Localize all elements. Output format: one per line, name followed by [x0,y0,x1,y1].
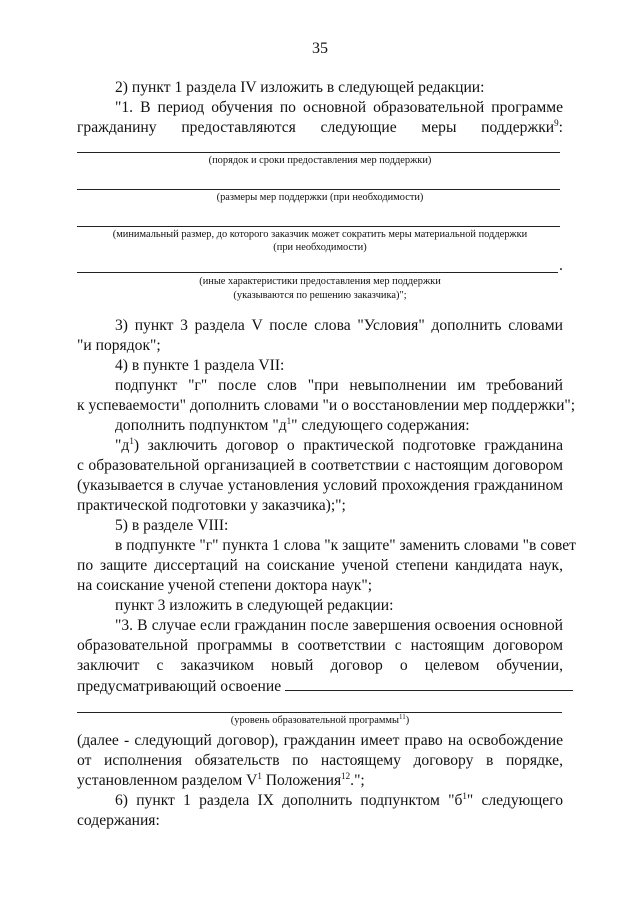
blank-line-min-size [77,226,560,227]
caption-support-size: (размеры мер поддержки (при необходимости) [216,192,424,203]
item4-d-line1: "$д^1$) заключить договор о практической подготовке гражданина [115,436,563,454]
item4-d-line2: с образовательной организацией в соответствии с настоящим договором [77,457,563,474]
caption-support-order: (порядок и сроки предоставления мер поддержки) [208,155,432,166]
item5-p3-line2: образовательной программы в соответствии с настоящим договором [77,637,563,654]
item5-sub1-line1: в подпункте "г" пункта 1 слова "к защите" заменить словами "в совет [115,537,576,554]
blank-line-support-size [77,189,560,190]
item2-para1-line1: "1. В период обучения по основной образовательной программе [115,99,563,116]
item6-line1: 6) пункт 1 раздела IX дополнить подпунктом "$б^1$" следующего [115,791,564,809]
caption-min-size-line2: (при необходимости) [273,242,367,253]
item4-sub2: дополнить подпунктом "$д^1$" следующего содержания: [115,416,470,434]
caption-other-line2: (указываются по решению заказчика)"; [233,290,407,301]
item5-p3-line5: (далее - следующий договор), гражданин имеет право на освобождение [77,732,563,749]
blank-line-other [77,272,558,273]
item3-line2: "и порядок"; [77,337,161,354]
item3-line1: 3) пункт 3 раздела V после слова "Условия" дополнить словами [115,317,563,334]
blank-line-program-level [77,712,562,713]
trailing-period: . [559,257,563,274]
item4-intro: 4) в пункте 1 раздела VII: [115,357,285,374]
superscript-1: 1 [462,791,467,801]
superscript-1: 1 [257,771,262,781]
superscript-1: 1 [129,436,134,446]
item5-p3-line3: заключит с заказчиком новый договор о целевом обучении, [77,657,563,674]
item2-intro: 2) пункт 1 раздела IV изложить в следующей редакции: [115,79,485,96]
blank-line-support-order [77,152,560,153]
caption-other-line1: (иные характеристики предоставления мер поддержки [199,276,441,287]
page-number: 35 [312,40,328,57]
item5-p3-line1: "3. В случае если гражданин после завершения освоения основной [115,617,563,634]
item5-sub1-line2: по защите диссертаций на соискание ученой степени кандидата наук, [77,557,563,574]
item4-d-line4: практической подготовки у заказчика);"; [77,497,346,514]
footnote-ref-11: 11 [398,713,406,721]
caption-min-size-line1: (минимальный размер, до которого заказчик может сократить меры материальной поддержки [112,229,528,240]
item4-d-line3: (указывается в случае установления условий прохождения гражданином [77,477,563,494]
item5-sub1-line3: на соискание ученой степени доктора наук"; [77,577,373,594]
item4-sub1-line2: к успеваемости" дополнить словами "и о восстановлении мер поддержки"; [77,397,576,414]
footnote-ref-9: 9 [554,118,559,128]
footnote-ref-12: 12 [341,771,351,781]
caption-program-level: (уровень образовательной программы$^{11}$) [230,713,410,726]
item5-p3-line6: от исполнения обязательств по настоящему договору в порядке, [77,752,563,769]
superscript-1: 1 [286,416,292,426]
item4-sub1-line1: подпункт "г" после слов "при невыполнении им требований [115,377,563,394]
item5-p3-line4: предусматривающий освоение [77,676,563,697]
item5-sub2: пункт 3 изложить в следующей редакции: [115,597,394,614]
item6-line2: содержания: [77,812,160,829]
item2-para1-line2: гражданину предоставляются следующие меры поддержки$^9$: [77,118,563,136]
item5-p3-line7: установленном разделом $V^1$ Положения$^{12}$."; [77,771,365,789]
blank-line-program-inline [285,676,573,691]
item5-intro: 5) в разделе VIII: [115,517,229,534]
